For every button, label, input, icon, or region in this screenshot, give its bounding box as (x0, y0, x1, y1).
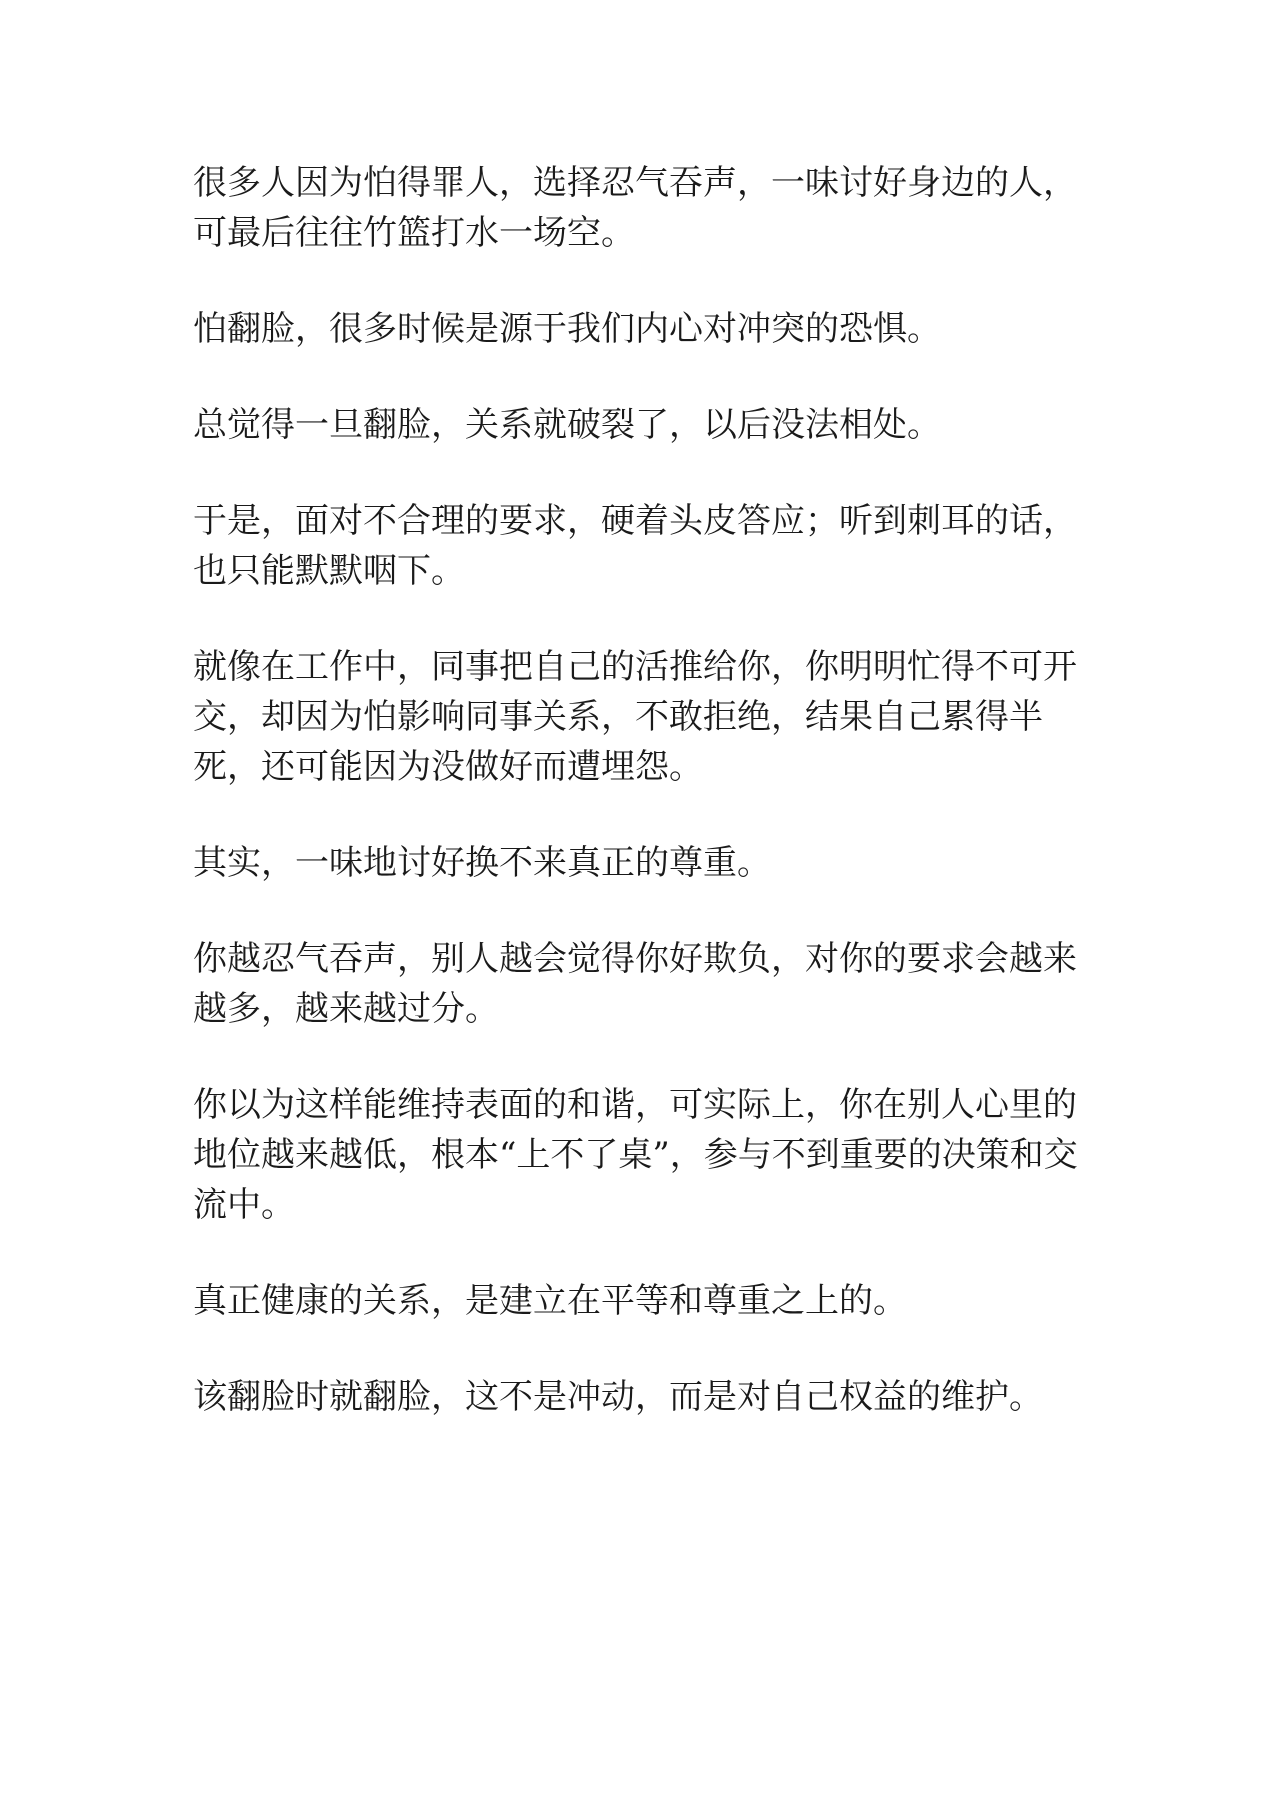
paragraph-8: 你以为这样能维持表面的和谐，可实际上，你在别人心里的地位越来越低，根本“上不了桌”，参与不到重要的决策和交流中。 (193, 1085, 1078, 1225)
paragraph-7: 你越忍气吞声，别人越会觉得你好欺负，对你的要求会越来越多，越来越过分。 (193, 939, 1077, 1029)
paragraph-9: 真正健康的关系，是建立在平等和尊重之上的。 (193, 1281, 907, 1321)
paragraph-10: 该翻脸时就翻脸，这不是冲动，而是对自己权益的维护。 (193, 1377, 1043, 1417)
paragraph-2: 怕翻脸，很多时候是源于我们内心对冲突的恐惧。 (193, 309, 941, 349)
article-body (193, 158, 1093, 1468)
paragraph-1: 很多人因为怕得罪人，选择忍气吞声，一味讨好身边的人，可最后往往竹篮打水一场空。 (193, 163, 1077, 253)
paragraph-4: 于是，面对不合理的要求，硬着头皮答应；听到刺耳的话，也只能默默咽下。 (193, 501, 1077, 591)
paragraph-6: 其实，一味地讨好换不来真正的尊重。 (193, 843, 771, 883)
paragraph-5: 就像在工作中，同事把自己的活推给你，你明明忙得不可开交，却因为怕影响同事关系，不敢拒绝，结果自己累得半死，还可能因为没做好而遭埋怨。 (193, 647, 1077, 787)
paragraph-3: 总觉得一旦翻脸，关系就破裂了，以后没法相处。 (193, 405, 941, 445)
